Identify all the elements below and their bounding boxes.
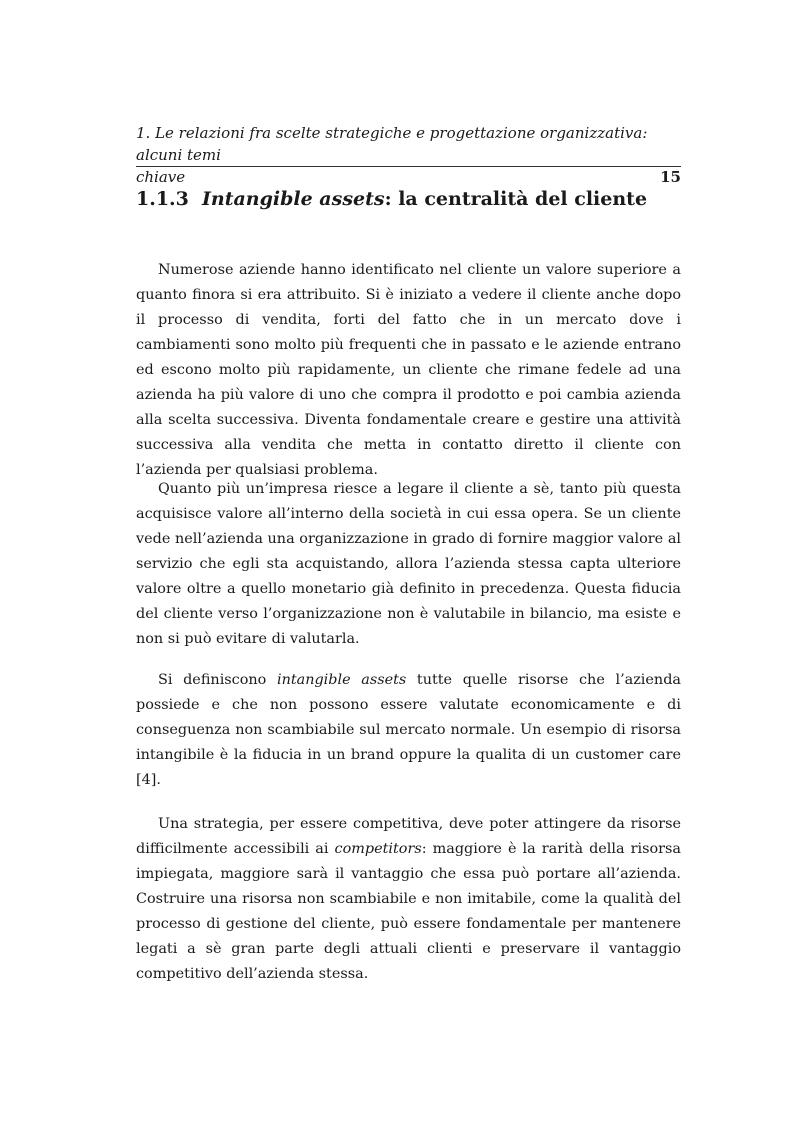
header-rule (136, 166, 681, 167)
paragraph-3 (136, 668, 681, 793)
paragraph-3-text-start: Si definiscono (158, 672, 277, 688)
running-title-line2: chiave (136, 168, 186, 186)
running-title-line1: 1. Le relazioni fra scelte strategiche e progettazione organizzativa: alcuni temi (136, 124, 648, 164)
paragraph-2: Quanto più un’impresa riesce a legare il cliente a sè, tanto più questa acquisisce valore all’interno della società in cui essa opera. Se un cliente vede nell’azienda una organizzazione in grado di fornire maggior valore al servizio che egli sta acquistando, allora l’azienda stessa capta ulteriore valore oltre a quello monetario già definito in precedenza. Questa fiducia del cliente verso l’organizzazione non è valutabile in bilancio, ma esiste e non si può evitare di valutarla. (136, 481, 681, 647)
running-header-line2 (136, 166, 681, 188)
paragraph-4-text-start: Una strategia, per essere competitiva, deve poter attingere da risorse difficilmente accessibili ai (136, 816, 681, 857)
paragraph-4 (136, 812, 681, 987)
section-number: 1.1.3 (136, 188, 189, 210)
section-title-italic: Intangible assets (202, 188, 385, 210)
paragraph-3-text-end: tutte quelle risorse che l’azienda possiede e che non possono essere valutate economicamente e di conseguenza non scambiabile sul mercato normale. Un esempio di risorsa intangibile è la fiducia in un brand oppure la qualita di un customer care [4]. (136, 672, 681, 788)
running-header (136, 122, 681, 188)
paragraph-3-italic-term: intangible assets (276, 672, 407, 688)
section-heading (136, 186, 681, 212)
paragraph-1: Numerose aziende hanno identificato nel cliente un valore superiore a quanto finora si era attribuito. Si è iniziato a vedere il cliente anche dopo il processo di vendita, forti del fatto che in un mercato dove i cambiamenti sono molto più frequenti che in passato e le aziende entrano ed escono molto più rapidamente, un cliente che rimane fedele ad una azienda ha più valore di uno che compra il prodotto e poi cambia azienda alla scelta successiva. Diventa fondamentale creare e gestire una attività successiva alla vendita che metta in contatto diretto il cliente con l’azienda per qualsiasi problema. (136, 262, 681, 478)
section-title-rest: : la centralità del cliente (384, 188, 648, 210)
paragraph-4-text-end: : maggiore è la rarità della risorsa impiegata, maggiore sarà il vantaggio che essa può portare all’azienda. Costruire una risorsa non scambiabile e non imitabile, come la qualità del processo di gestione del cliente, può essere fondamentale per mantenere legati a sè gran parte degli attuali clienti e preservare il vantaggio competitivo dell’azienda stessa. (136, 841, 681, 982)
page-number: 15 (660, 168, 681, 186)
paragraph-4-italic-term: competitors (334, 841, 422, 857)
